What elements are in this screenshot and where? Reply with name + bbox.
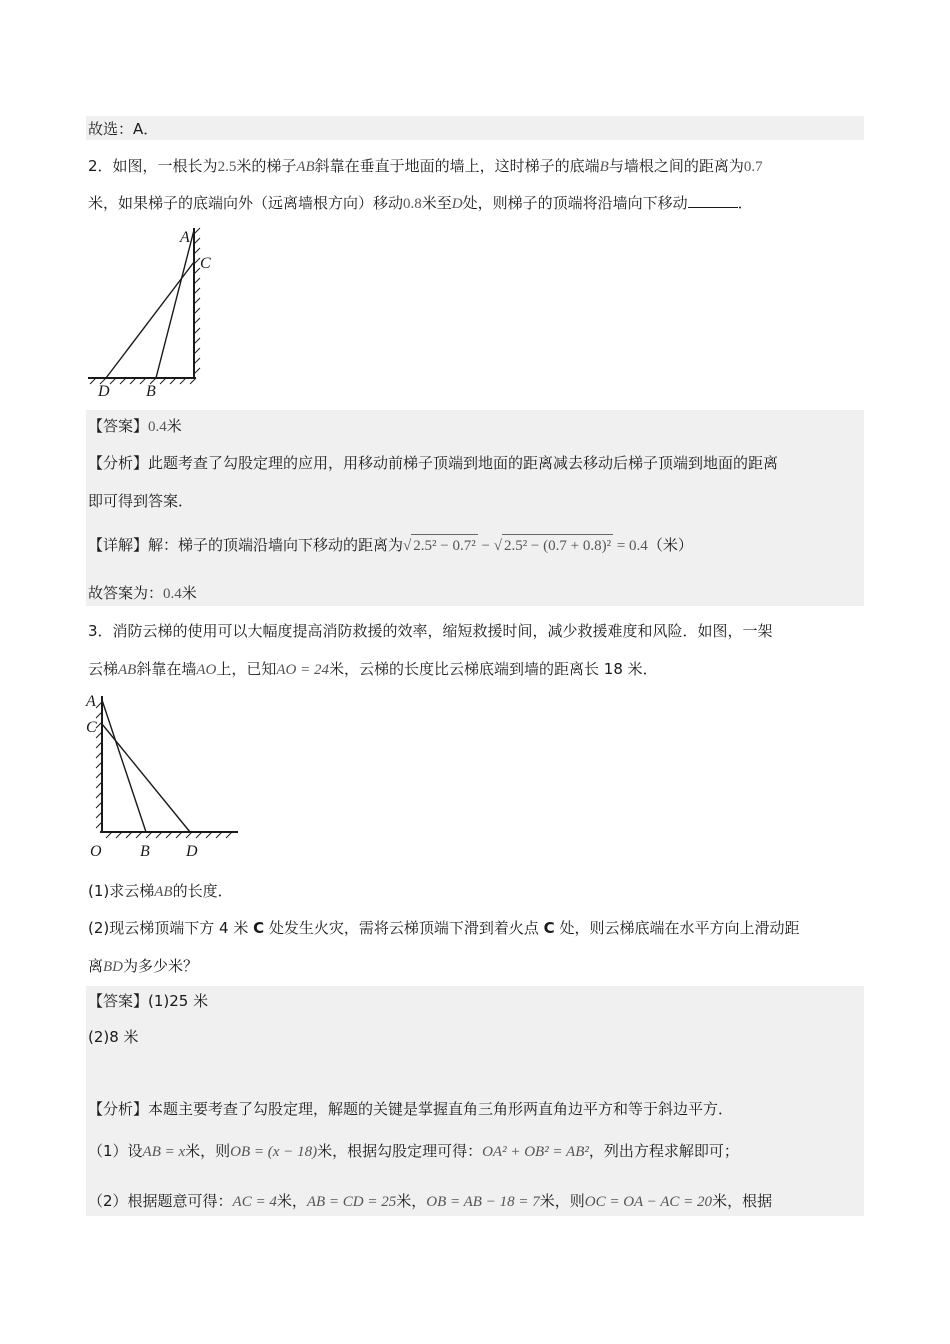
math: OB = AB − 18 = 7 [426, 1194, 540, 1210]
math-move: 0.8 [403, 196, 422, 212]
q2-number: 2． [88, 157, 113, 175]
ladder-cd [102, 724, 190, 832]
text: 米 [181, 584, 197, 602]
math-ab: AB [296, 159, 315, 175]
text: 故答案为： [88, 584, 164, 602]
math-length: 2.5 [217, 159, 237, 175]
text: 上，已知 [216, 660, 277, 678]
analysis-tag: 【分析】 [88, 1100, 149, 1118]
text: 解：梯子的顶端沿墙向下移动的距离为 [148, 536, 404, 554]
math-ao: AO [196, 662, 217, 678]
answer-blank[interactable] [688, 193, 738, 208]
label-c: C [200, 255, 211, 272]
math-b: B [599, 159, 609, 175]
radicand-1: 2.5² − 0.7² [411, 534, 477, 557]
q3-analysis [88, 1098, 733, 1120]
text: 米至 [421, 194, 452, 212]
text: （2）根据题意可得： [88, 1192, 233, 1210]
q2-answer-block [86, 410, 864, 606]
text: 米，则 [185, 1142, 231, 1160]
q3-part1 [88, 880, 233, 903]
q3-number: 3． [88, 622, 113, 640]
q3-stem-line2 [88, 658, 658, 681]
point-c: C [543, 919, 555, 937]
prev-conclusion: 故选：A． [88, 120, 159, 138]
label-d: D [98, 383, 110, 400]
text: 米， [396, 1192, 427, 1210]
text: 的长度． [172, 882, 233, 900]
math: OC = OA − AC = 20 [584, 1194, 713, 1210]
label-d: D [186, 843, 198, 860]
q2-answer [88, 415, 182, 438]
math-ao-eq: AO = 24 [276, 662, 329, 678]
text: 处，则云梯底端在水平方向上滑动距 [554, 919, 800, 937]
text: 米，云梯的长度比云梯底端到墙的距离长 18 米． [329, 660, 658, 678]
text: 米，根据 [712, 1192, 773, 1210]
answer-tag: 【答案】 [88, 992, 149, 1010]
q2-stem-line2 [88, 192, 753, 215]
q2-final [88, 582, 197, 605]
answer-1: (1)25 米 [148, 992, 209, 1010]
answer-tag: 【答案】 [88, 417, 149, 435]
text: （1）设 [88, 1142, 143, 1160]
point-c: C [253, 919, 265, 937]
text: 此题考查了勾股定理的应用，用移动前梯子顶端到地面的距离减去移动后梯子顶端到地面的距离 [148, 454, 779, 472]
label-o: O [90, 843, 102, 860]
q3-answer1 [88, 990, 208, 1012]
text: 米， [276, 1192, 307, 1210]
minus: − [481, 538, 490, 554]
ladder-after [106, 262, 194, 378]
q3-step2 [88, 1190, 772, 1213]
math-dist: 0.7 [743, 159, 763, 175]
text: 云梯 [88, 660, 119, 678]
q3-answer2: (2)8 米 [88, 1028, 139, 1046]
text: 与墙根之间的距离为 [608, 157, 744, 175]
text: 米，根据勾股定理可得： [317, 1142, 483, 1160]
text: 米，如果梯子的底端向外（远离墙根方向）移动 [88, 194, 404, 212]
q3-part2-line2 [88, 955, 198, 978]
text: 处发生火灾，需将云梯顶端下滑到着火点 [264, 919, 544, 937]
detail-tag: 【详解】 [88, 536, 149, 554]
q2-ladder-figure [80, 222, 220, 402]
q2-analysis-line2: 即可得到答案． [88, 492, 194, 510]
math: AB = x [142, 1144, 186, 1160]
label-b: B [146, 383, 156, 400]
text: 斜靠在垂直于地面的墙上，这时梯子的底端 [314, 157, 600, 175]
text: 消防云梯的使用可以大幅度提高消防救援的效率，缩短救援时间，减少救援难度和风险．如图，一架 [112, 622, 773, 640]
math: AC = 4 [232, 1194, 277, 1210]
math-ab: AB [154, 884, 173, 900]
text: （米） [647, 536, 693, 554]
text: (1)求云梯 [88, 882, 155, 900]
text: 斜靠在墙 [136, 660, 197, 678]
q3-part2-line1 [88, 917, 799, 939]
q2-analysis-line1 [88, 452, 778, 474]
label-a: A [86, 693, 96, 710]
text: 为多少米？ [123, 957, 199, 975]
analysis-tag: 【分析】 [88, 454, 149, 472]
math: OA² + OB² = AB² [482, 1144, 589, 1160]
text: 米 [166, 417, 182, 435]
text: (2)现云梯顶端下方 4 米 [88, 919, 254, 937]
math-ab: AB [118, 662, 137, 678]
math-d: D [451, 196, 463, 212]
formula: √ 2.5² − 0.7² − √ 2.5² − (0.7 + 0.8)² = 0.4 [403, 538, 648, 554]
text: 处，则梯子的顶端将沿墙向下移动 [462, 194, 688, 212]
q3-step1 [88, 1140, 739, 1163]
math-bd: BD [103, 959, 124, 975]
text: 如图，一根长为 [112, 157, 218, 175]
ladder-ab [102, 700, 146, 832]
final-value: 0.4 [163, 586, 182, 602]
text: 本题主要考查了勾股定理，解题的关键是掌握直角三角形两直角边平方和等于斜边平方． [148, 1100, 734, 1118]
q2-detail [88, 534, 693, 557]
text: ，列出方程求解即可； [588, 1142, 739, 1160]
q2-stem-line1 [88, 155, 763, 178]
label-a: A [180, 229, 190, 246]
math: OB = (x − 18) [230, 1144, 318, 1160]
text: 离 [88, 957, 104, 975]
math: AB = CD = 25 [306, 1194, 397, 1210]
radicand-2: 2.5² − (0.7 + 0.8)² [502, 534, 613, 557]
text: ． [737, 194, 753, 212]
label-b: B [140, 843, 150, 860]
q3-stem-line1 [88, 620, 773, 642]
answer-value: 0.4 [148, 419, 167, 435]
text: 米的梯子 [236, 157, 297, 175]
label-c: C [86, 719, 97, 736]
q3-ladder-figure [82, 690, 252, 865]
result: = 0.4 [616, 538, 648, 554]
prev-answer-block [86, 116, 864, 140]
text: 米，则 [539, 1192, 585, 1210]
